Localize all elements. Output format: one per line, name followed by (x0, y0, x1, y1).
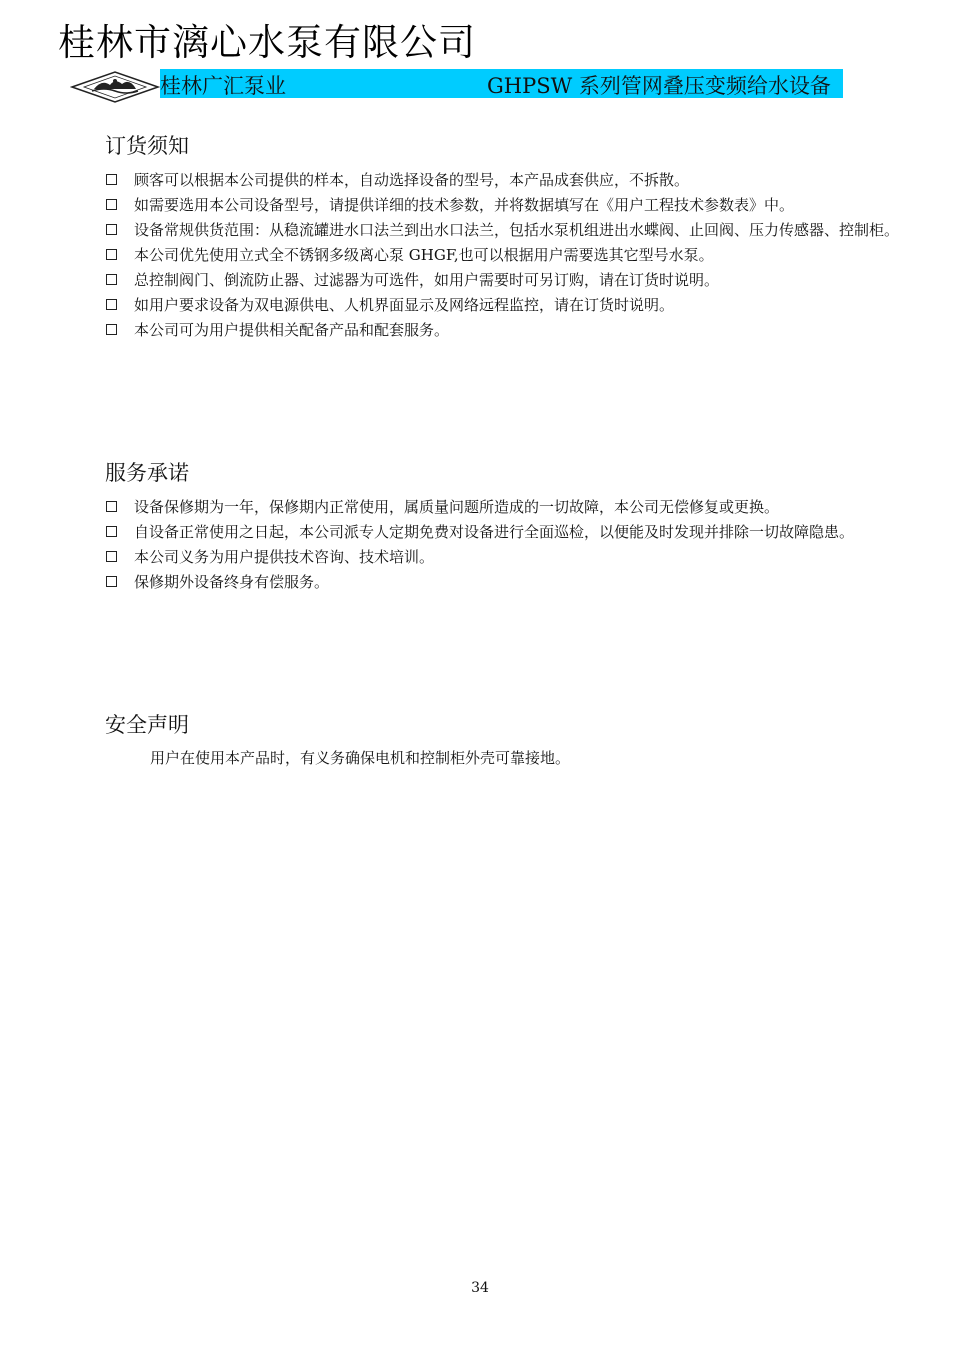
header-banner (160, 69, 843, 98)
service-list (106, 495, 906, 595)
company-name: 桂林市漓心水泵有限公司 (58, 21, 476, 64)
ordering-list (106, 168, 906, 343)
list-item: 本公司可为用户提供相关配备产品和配套服务。 (106, 318, 906, 343)
company-logo-icon (70, 70, 160, 104)
checkbox-icon (106, 274, 117, 285)
list-item: 设备常规供货范围：从稳流罐进水口法兰到出水口法兰，包括水泵机组进出水蝶阀、止回阀、压力传感器、控制柜。 (106, 218, 906, 243)
page-number: 34 (471, 1280, 489, 1296)
safety-text: 用户在使用本产品时，有义务确保电机和控制柜外壳可靠接地。 (150, 749, 571, 767)
list-item: 自设备正常使用之日起，本公司派专人定期免费对设备进行全面巡检，以便能及时发现并排除一切故障隐患。 (106, 520, 906, 545)
checkbox-icon (106, 224, 117, 235)
banner-product-series: GHPSW 系列管网叠压变频给水设备 (487, 74, 831, 98)
checkbox-icon (106, 249, 117, 260)
checkbox-icon (106, 324, 117, 335)
checkbox-icon (106, 551, 117, 562)
checkbox-icon (106, 526, 117, 537)
safety-title: 安全声明 (105, 713, 189, 737)
list-item: 本公司义务为用户提供技术咨询、技术培训。 (106, 545, 906, 570)
list-item: 保修期外设备终身有偿服务。 (106, 570, 906, 595)
list-item: 顾客可以根据本公司提供的样本，自动选择设备的型号，本产品成套供应，不拆散。 (106, 168, 906, 193)
checkbox-icon (106, 199, 117, 210)
checkbox-icon (106, 576, 117, 587)
ordering-title: 订货须知 (105, 134, 189, 158)
list-item: 如需要选用本公司设备型号，请提供详细的技术参数，并将数据填写在《用户工程技术参数表》中。 (106, 193, 906, 218)
list-item: 总控制阀门、倒流防止器、过滤器为可选件，如用户需要时可另订购，请在订货时说明。 (106, 268, 906, 293)
checkbox-icon (106, 174, 117, 185)
banner-brand: 桂林广汇泵业 (160, 74, 286, 98)
list-item: 本公司优先使用立式全不锈钢多级离心泵 GHGF,也可以根据用户需要选其它型号水泵。 (106, 243, 906, 268)
service-title: 服务承诺 (105, 461, 189, 485)
list-item: 设备保修期为一年，保修期内正常使用，属质量问题所造成的一切故障，本公司无偿修复或更换。 (106, 495, 906, 520)
checkbox-icon (106, 501, 117, 512)
checkbox-icon (106, 299, 117, 310)
list-item: 如用户要求设备为双电源供电、人机界面显示及网络远程监控，请在订货时说明。 (106, 293, 906, 318)
